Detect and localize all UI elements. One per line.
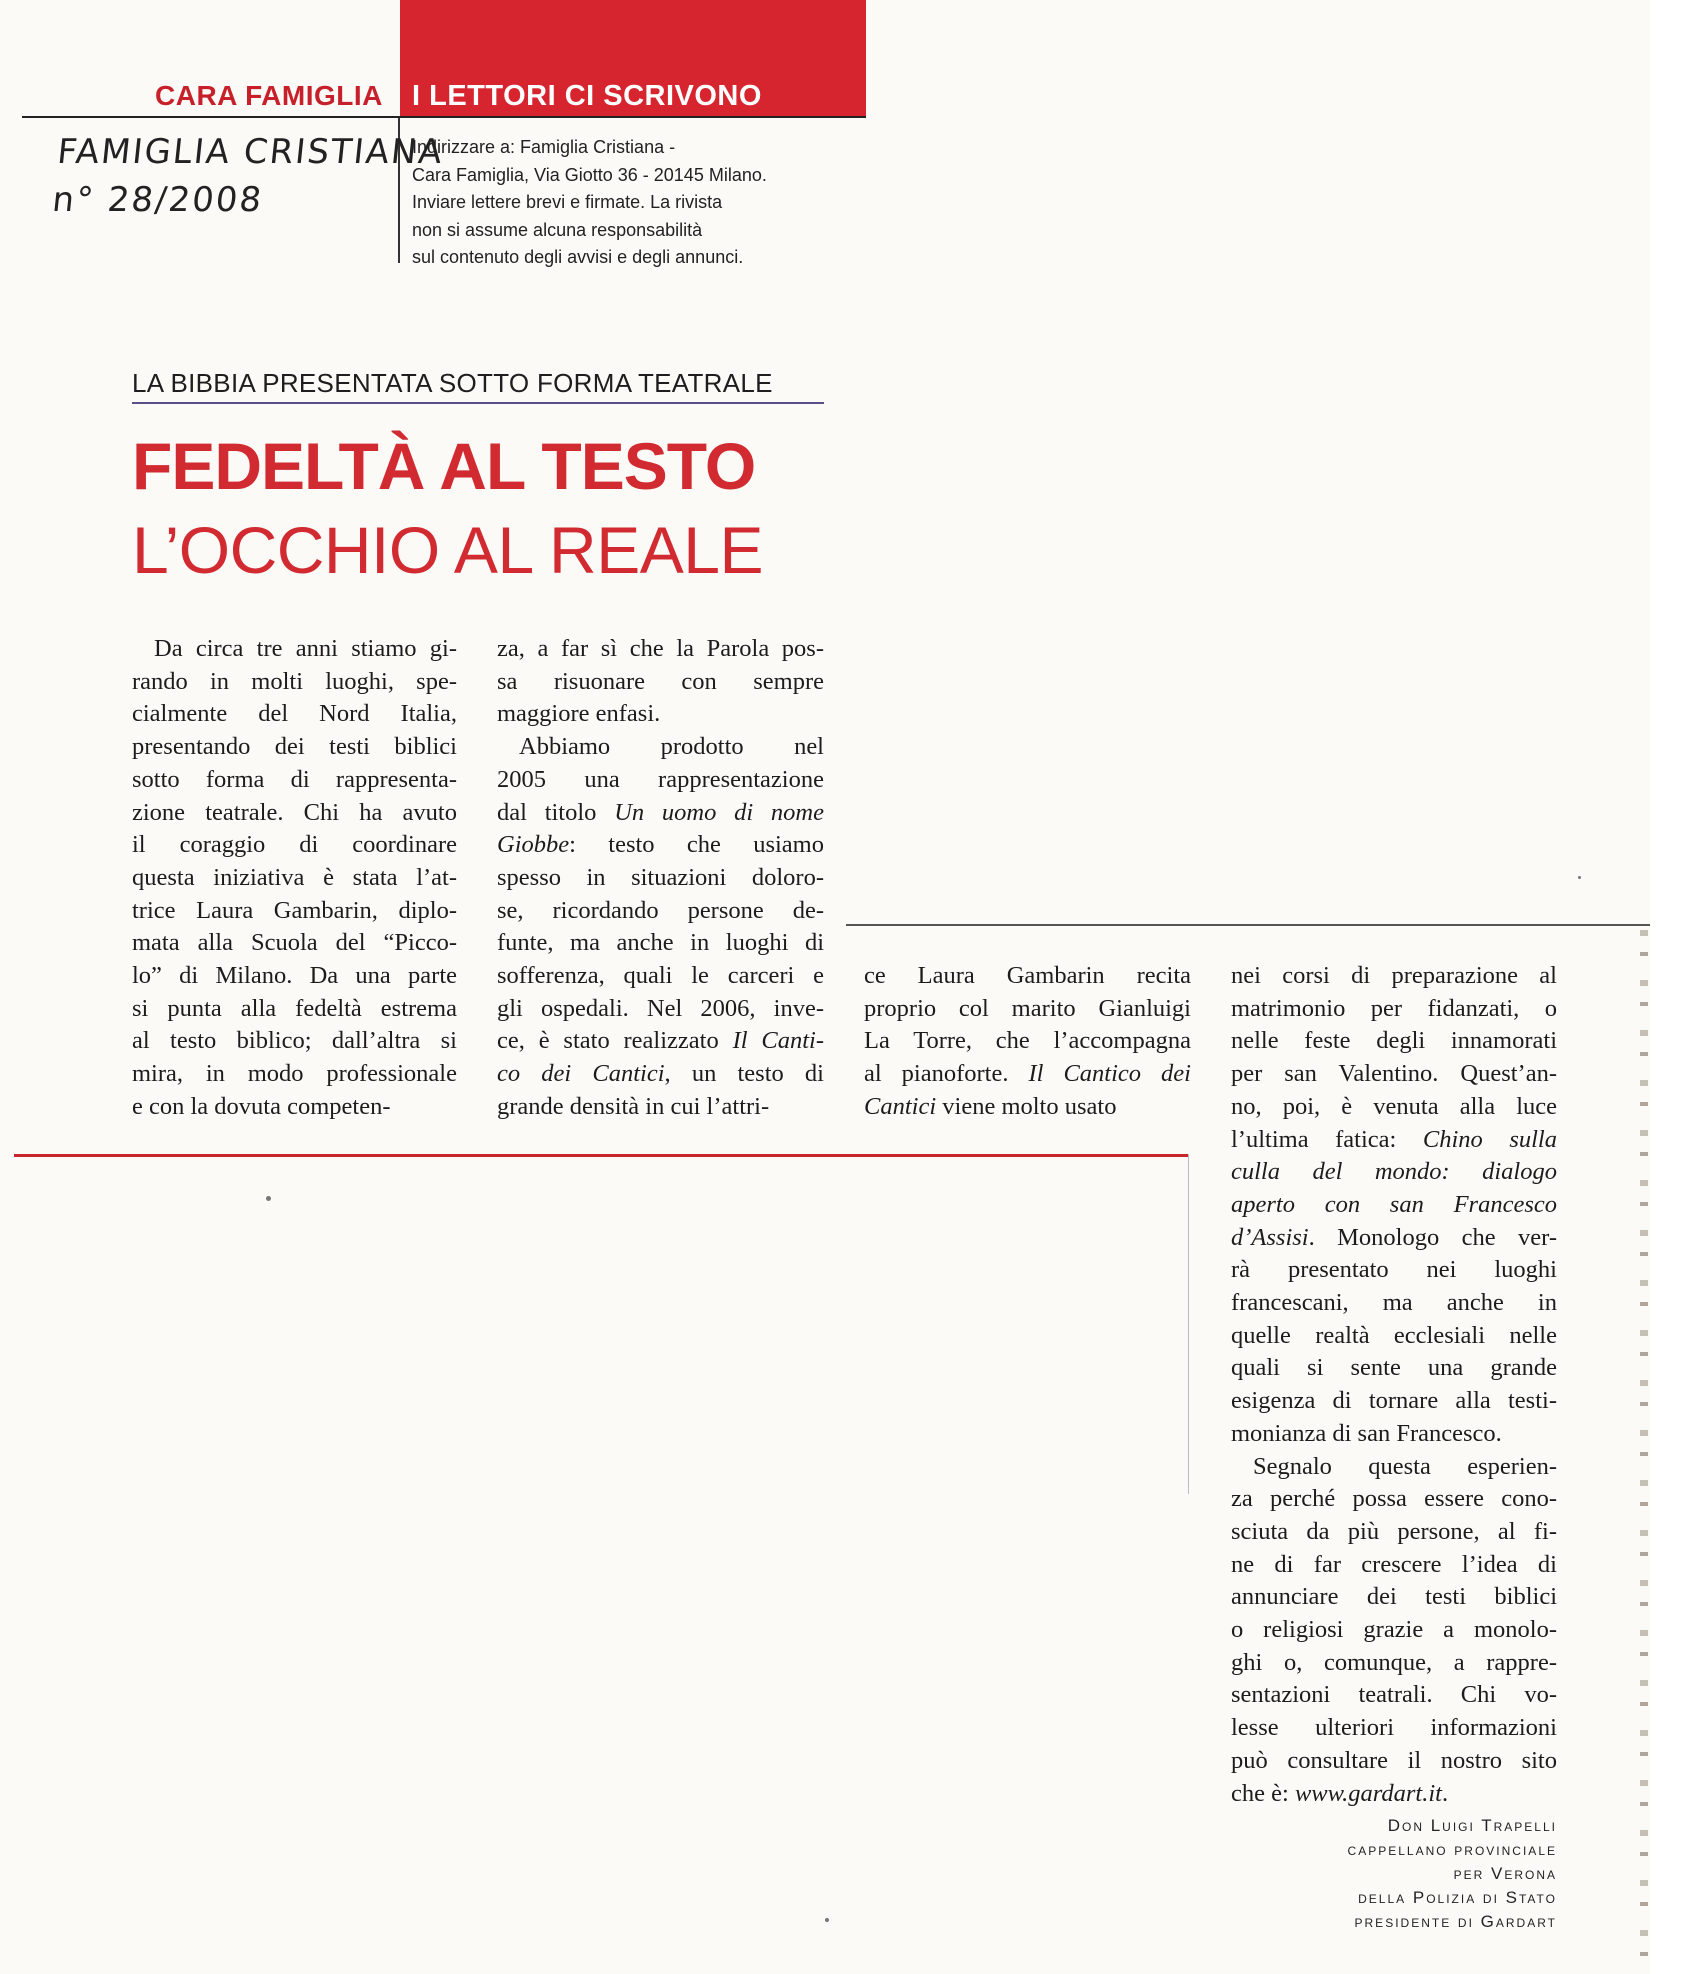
kicker-rule [132, 402, 824, 404]
text-line: può consultare il nostro sito [1231, 1746, 1557, 1774]
text-line: si punta alla fedeltà estrema [132, 994, 457, 1022]
text-line: co dei Cantici, un testo di [497, 1060, 824, 1088]
signature-line: cappellano provinciale [1347, 1840, 1557, 1859]
address-line: sul contenuto degli avvisi e degli annunci. [412, 247, 744, 267]
text-line: sciuta da più persone, al fi- [1231, 1517, 1557, 1545]
text-line: ghi o, comunque, a rappre- [1231, 1648, 1557, 1676]
fold-rule [846, 924, 1666, 926]
text-line: quelle realtà ecclesiali nelle [1231, 1321, 1557, 1349]
text-line: rà presentato nei luoghi [1231, 1256, 1557, 1284]
article-subtitle: L’OCCHIO AL REALE [132, 513, 763, 587]
text-line: proprio col marito Gianluigi [864, 994, 1191, 1022]
column-divider-rule [1188, 1154, 1189, 1494]
text-line: culla del mondo: dialogo [1231, 1158, 1557, 1186]
text-line: maggiore enfasi. [497, 700, 661, 728]
address-line: Inviare lettere brevi e firmate. La rivista [412, 192, 723, 212]
text-line: funte, ma anche in luoghi di [497, 929, 824, 957]
text-line: cialmente del Nord Italia, [132, 700, 457, 728]
text-line: esigenza di tornare alla testi- [1231, 1387, 1557, 1415]
text-line: za perché possa essere cono- [1231, 1485, 1557, 1513]
text-line: annunciare dei testi biblici [1231, 1583, 1557, 1611]
signature-line: presidente di Gardart [1354, 1912, 1557, 1931]
text-line: sa risuonare con sempre [497, 667, 824, 695]
text-line: sentazioni teatrali. Chi vo- [1231, 1681, 1557, 1709]
scan-margin [1650, 0, 1689, 1974]
header-rule [22, 116, 866, 118]
handwritten-line: FAMIGLIA CRISTIANA [55, 132, 446, 172]
article-column-1 [132, 633, 457, 1124]
signature-block [1231, 1814, 1557, 1934]
text-line: Cantici viene molto usato [864, 1092, 1117, 1120]
text-line: no, poi, è venuta alla luce [1231, 1092, 1557, 1120]
text-line: al testo biblico; dall’altra si [132, 1027, 457, 1055]
address-line: Indirizzare a: Famiglia Cristiana - [412, 137, 676, 157]
text-line: quali si sente una grande [1231, 1354, 1557, 1382]
text-line: e con la dovuta competen- [132, 1092, 391, 1120]
text-line: ce, è stato realizzato Il Canti- [497, 1027, 824, 1055]
text-line: monianza di san Francesco. [1231, 1419, 1502, 1447]
text-line: d’Assisi. Monologo che ver- [1231, 1223, 1557, 1251]
text-line: il coraggio di coordinare [132, 831, 457, 859]
text-line: grande densità in cui l’attri- [497, 1092, 770, 1120]
text-line: francescani, ma anche in [1231, 1289, 1557, 1317]
text-line: sofferenza, quali le carceri e [497, 962, 824, 990]
scan-speck [825, 1918, 829, 1922]
text-line: per san Valentino. Quest’an- [1231, 1060, 1557, 1088]
scan-edge-texture [1640, 930, 1648, 1974]
article-kicker: LA BIBBIA PRESENTATA SOTTO FORMA TEATRALE [132, 368, 773, 398]
address-box [412, 134, 767, 272]
text-line: lo” di Milano. Da una parte [132, 962, 457, 990]
text-line: che è: www.gardart.it. [1231, 1779, 1449, 1807]
text-line: zione teatrale. Chi ha avuto [132, 798, 457, 826]
text-line: dal titolo Un uomo di nome [497, 798, 824, 826]
handwritten-line: n° 28/2008 [50, 180, 266, 220]
text-line: questa iniziativa è stata l’at- [132, 863, 457, 891]
text-line: Segnalo questa esperien- [1253, 1452, 1557, 1480]
text-line: nelle feste degli innamorati [1231, 1027, 1557, 1055]
text-line: rando in molti luoghi, spe- [132, 667, 457, 695]
text-line: spesso in situazioni doloro- [497, 863, 824, 891]
text-line: lesse ulteriori informazioni [1231, 1714, 1557, 1742]
address-line: Cara Famiglia, Via Giotto 36 - 20145 Milano. [412, 164, 767, 185]
text-line: gli ospedali. Nel 2006, inve- [497, 994, 824, 1022]
text-line: ne di far crescere l’idea di [1231, 1550, 1557, 1578]
section-title-right: I LETTORI CI SCRIVONO [412, 80, 762, 112]
text-line: Giobbe: testo che usiamo [497, 831, 824, 859]
article-column-3 [864, 960, 1191, 1124]
text-line: al pianoforte. Il Cantico dei [864, 1060, 1191, 1088]
text-line: presentando dei testi biblici [132, 733, 457, 761]
text-line: mira, in modo professionale [132, 1060, 457, 1088]
text-line: La Torre, che l’accompagna [864, 1027, 1191, 1055]
text-line: sotto forma di rappresenta- [132, 765, 457, 793]
text-line: se, ricordando persone de- [497, 896, 824, 924]
text-line: l’ultima fatica: Chino sulla [1231, 1125, 1557, 1153]
address-line: non si assume alcuna responsabilità [412, 219, 703, 240]
text-line: Abbiamo prodotto nel [519, 733, 824, 761]
text-line: za, a far sì che la Parola pos- [497, 635, 824, 662]
article-column-4 [1231, 960, 1557, 1810]
article-column-2 [497, 633, 824, 1124]
text-line: 2005 una rappresentazione [497, 765, 824, 793]
text-line: trice Laura Gambarin, diplo- [132, 896, 457, 924]
text-line: Da circa tre anni stiamo gi- [154, 635, 457, 662]
scan-speck [266, 1196, 271, 1201]
text-line: matrimonio per fidanzati, o [1231, 994, 1557, 1022]
text-line: o religiosi grazie a monolo- [1231, 1616, 1557, 1644]
section-title-left: CARA FAMIGLIA [155, 80, 383, 111]
red-divider-rule [14, 1154, 1188, 1157]
scan-speck [1578, 876, 1581, 879]
article-title: FEDELTÀ AL TESTO [132, 429, 756, 503]
signature-line: per Verona [1453, 1864, 1557, 1883]
text-line: ce Laura Gambarin recita [864, 962, 1191, 989]
signature-line: Don Luigi Trapelli [1387, 1816, 1557, 1835]
text-line: nei corsi di preparazione al [1231, 962, 1557, 989]
signature-line: della Polizia di Stato [1358, 1888, 1557, 1907]
text-line: aperto con san Francesco [1231, 1190, 1557, 1218]
handwritten-note [50, 128, 446, 224]
text-line: mata alla Scuola del “Picco- [132, 929, 457, 957]
